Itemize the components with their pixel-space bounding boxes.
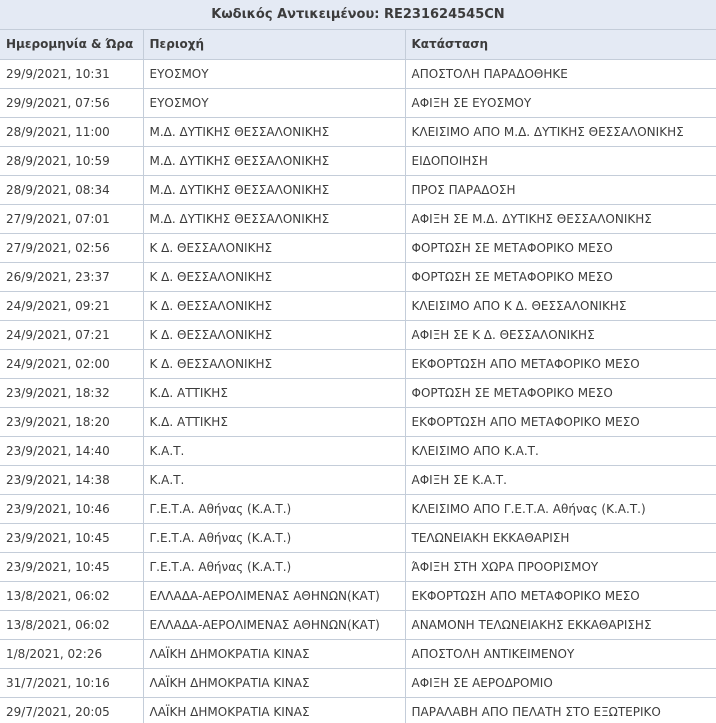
cell-area: ΛΑΪΚΗ ΔΗΜΟΚΡΑΤΙΑ ΚΙΝΑΣ	[143, 668, 405, 697]
table-header-row	[0, 30, 716, 59]
cell-area: Γ.Ε.Τ.Α. Αθήνας (Κ.Α.Τ.)	[143, 523, 405, 552]
cell-area: Μ.Δ. ΔΥΤΙΚΗΣ ΘΕΣΣΑΛΟΝΙΚΗΣ	[143, 204, 405, 233]
table-row	[0, 146, 716, 175]
cell-area: Μ.Δ. ΔΥΤΙΚΗΣ ΘΕΣΣΑΛΟΝΙΚΗΣ	[143, 117, 405, 146]
cell-status: ΕΙΔΟΠΟΙΗΣΗ	[405, 146, 716, 175]
cell-status: ΑΦΙΞΗ ΣΕ Κ.Α.Τ.	[405, 465, 716, 494]
cell-status: ΦΟΡΤΩΣΗ ΣΕ ΜΕΤΑΦΟΡΙΚΟ ΜΕΣΟ	[405, 233, 716, 262]
cell-status: ΑΝΑΜΟΝΗ ΤΕΛΩΝΕΙΑΚΗΣ ΕΚΚΑΘΑΡΙΣΗΣ	[405, 610, 716, 639]
cell-status: ΑΦΙΞΗ ΣΕ ΕΥΟΣΜΟΥ	[405, 88, 716, 117]
cell-datetime: 28/9/2021, 10:59	[0, 146, 143, 175]
cell-datetime: 26/9/2021, 23:37	[0, 262, 143, 291]
cell-status: ΑΦΙΞΗ ΣΕ ΑΕΡΟΔΡΟΜΙΟ	[405, 668, 716, 697]
cell-area: ΕΥΟΣΜΟΥ	[143, 59, 405, 88]
table-row	[0, 494, 716, 523]
cell-datetime: 24/9/2021, 02:00	[0, 349, 143, 378]
cell-status: ΚΛΕΙΣΙΜΟ ΑΠΟ Κ Δ. ΘΕΣΣΑΛΟΝΙΚΗΣ	[405, 291, 716, 320]
cell-datetime: 13/8/2021, 06:02	[0, 581, 143, 610]
cell-status: ΚΛΕΙΣΙΜΟ ΑΠΟ Μ.Δ. ΔΥΤΙΚΗΣ ΘΕΣΣΑΛΟΝΙΚΗΣ	[405, 117, 716, 146]
cell-datetime: 23/9/2021, 10:46	[0, 494, 143, 523]
cell-datetime: 29/9/2021, 07:56	[0, 88, 143, 117]
table-row	[0, 117, 716, 146]
cell-area: Κ Δ. ΘΕΣΣΑΛΟΝΙΚΗΣ	[143, 320, 405, 349]
cell-datetime: 24/9/2021, 07:21	[0, 320, 143, 349]
table-row	[0, 581, 716, 610]
cell-datetime: 28/9/2021, 11:00	[0, 117, 143, 146]
item-code-title: Κωδικός Αντικειμένου: RE231624545CN	[0, 0, 716, 30]
cell-status: ΕΚΦΟΡΤΩΣΗ ΑΠΟ ΜΕΤΑΦΟΡΙΚΟ ΜΕΣΟ	[405, 407, 716, 436]
cell-area: Κ.Α.Τ.	[143, 436, 405, 465]
cell-datetime: 29/7/2021, 20:05	[0, 697, 143, 723]
cell-datetime: 23/9/2021, 14:38	[0, 465, 143, 494]
table-row	[0, 233, 716, 262]
cell-datetime: 23/9/2021, 10:45	[0, 552, 143, 581]
tracking-table-body	[0, 59, 716, 723]
table-row	[0, 204, 716, 233]
cell-area: Κ Δ. ΘΕΣΣΑΛΟΝΙΚΗΣ	[143, 233, 405, 262]
cell-datetime: 13/8/2021, 06:02	[0, 610, 143, 639]
table-row	[0, 436, 716, 465]
table-row	[0, 697, 716, 723]
cell-area: Κ Δ. ΘΕΣΣΑΛΟΝΙΚΗΣ	[143, 262, 405, 291]
cell-area: Γ.Ε.Τ.Α. Αθήνας (Κ.Α.Τ.)	[143, 494, 405, 523]
cell-status: ΑΠΟΣΤΟΛΗ ΠΑΡΑΔΟΘΗΚΕ	[405, 59, 716, 88]
cell-area: Κ Δ. ΘΕΣΣΑΛΟΝΙΚΗΣ	[143, 291, 405, 320]
cell-status: ΆΦΙΞΗ ΣΤΗ ΧΩΡΑ ΠΡΟΟΡΙΣΜΟΥ	[405, 552, 716, 581]
cell-area: Κ Δ. ΘΕΣΣΑΛΟΝΙΚΗΣ	[143, 349, 405, 378]
cell-status: ΑΦΙΞΗ ΣΕ Μ.Δ. ΔΥΤΙΚΗΣ ΘΕΣΣΑΛΟΝΙΚΗΣ	[405, 204, 716, 233]
cell-status: ΠΑΡΑΛΑΒΗ ΑΠΟ ΠΕΛΑΤΗ ΣΤΟ ΕΞΩΤΕΡΙΚΟ	[405, 697, 716, 723]
cell-datetime: 29/9/2021, 10:31	[0, 59, 143, 88]
cell-datetime: 27/9/2021, 07:01	[0, 204, 143, 233]
table-row	[0, 291, 716, 320]
cell-datetime: 23/9/2021, 18:32	[0, 378, 143, 407]
cell-datetime: 24/9/2021, 09:21	[0, 291, 143, 320]
cell-datetime: 27/9/2021, 02:56	[0, 233, 143, 262]
table-row	[0, 610, 716, 639]
cell-area: Κ.Α.Τ.	[143, 465, 405, 494]
table-row	[0, 320, 716, 349]
column-header-area: Περιοχή	[143, 30, 405, 59]
cell-area: Μ.Δ. ΔΥΤΙΚΗΣ ΘΕΣΣΑΛΟΝΙΚΗΣ	[143, 146, 405, 175]
cell-status: ΑΦΙΞΗ ΣΕ Κ Δ. ΘΕΣΣΑΛΟΝΙΚΗΣ	[405, 320, 716, 349]
table-row	[0, 639, 716, 668]
table-row	[0, 262, 716, 291]
cell-status: ΕΚΦΟΡΤΩΣΗ ΑΠΟ ΜΕΤΑΦΟΡΙΚΟ ΜΕΣΟ	[405, 349, 716, 378]
cell-area: ΛΑΪΚΗ ΔΗΜΟΚΡΑΤΙΑ ΚΙΝΑΣ	[143, 639, 405, 668]
cell-datetime: 23/9/2021, 10:45	[0, 523, 143, 552]
cell-status: ΦΟΡΤΩΣΗ ΣΕ ΜΕΤΑΦΟΡΙΚΟ ΜΕΣΟ	[405, 262, 716, 291]
tracking-table	[0, 30, 716, 723]
cell-datetime: 31/7/2021, 10:16	[0, 668, 143, 697]
cell-datetime: 28/9/2021, 08:34	[0, 175, 143, 204]
table-row	[0, 407, 716, 436]
cell-status: ΑΠΟΣΤΟΛΗ ΑΝΤΙΚΕΙΜΕΝΟΥ	[405, 639, 716, 668]
cell-datetime: 1/8/2021, 02:26	[0, 639, 143, 668]
cell-area: Μ.Δ. ΔΥΤΙΚΗΣ ΘΕΣΣΑΛΟΝΙΚΗΣ	[143, 175, 405, 204]
table-row	[0, 349, 716, 378]
column-header-status: Κατάσταση	[405, 30, 716, 59]
cell-status: ΦΟΡΤΩΣΗ ΣΕ ΜΕΤΑΦΟΡΙΚΟ ΜΕΣΟ	[405, 378, 716, 407]
table-row	[0, 88, 716, 117]
cell-area: ΛΑΪΚΗ ΔΗΜΟΚΡΑΤΙΑ ΚΙΝΑΣ	[143, 697, 405, 723]
cell-status: ΚΛΕΙΣΙΜΟ ΑΠΟ Κ.Α.Τ.	[405, 436, 716, 465]
cell-datetime: 23/9/2021, 14:40	[0, 436, 143, 465]
cell-area: ΕΛΛΑΔΑ-ΑΕΡΟΛΙΜΕΝΑΣ ΑΘΗΝΩΝ(ΚΑΤ)	[143, 610, 405, 639]
cell-area: ΕΛΛΑΔΑ-ΑΕΡΟΛΙΜΕΝΑΣ ΑΘΗΝΩΝ(ΚΑΤ)	[143, 581, 405, 610]
table-row	[0, 552, 716, 581]
cell-status: ΤΕΛΩΝΕΙΑΚΗ ΕΚΚΑΘΑΡΙΣΗ	[405, 523, 716, 552]
cell-area: Κ.Δ. ΑΤΤΙΚΗΣ	[143, 378, 405, 407]
cell-area: ΕΥΟΣΜΟΥ	[143, 88, 405, 117]
table-row	[0, 378, 716, 407]
cell-status: ΕΚΦΟΡΤΩΣΗ ΑΠΟ ΜΕΤΑΦΟΡΙΚΟ ΜΕΣΟ	[405, 581, 716, 610]
table-row	[0, 668, 716, 697]
column-header-datetime: Ημερομηνία & Ώρα	[0, 30, 143, 59]
table-row	[0, 175, 716, 204]
table-row	[0, 465, 716, 494]
cell-area: Γ.Ε.Τ.Α. Αθήνας (Κ.Α.Τ.)	[143, 552, 405, 581]
cell-status: ΚΛΕΙΣΙΜΟ ΑΠΟ Γ.Ε.Τ.Α. Αθήνας (Κ.Α.Τ.)	[405, 494, 716, 523]
cell-status: ΠΡΟΣ ΠΑΡΑΔΟΣΗ	[405, 175, 716, 204]
table-row	[0, 59, 716, 88]
table-row	[0, 523, 716, 552]
cell-area: Κ.Δ. ΑΤΤΙΚΗΣ	[143, 407, 405, 436]
cell-datetime: 23/9/2021, 18:20	[0, 407, 143, 436]
